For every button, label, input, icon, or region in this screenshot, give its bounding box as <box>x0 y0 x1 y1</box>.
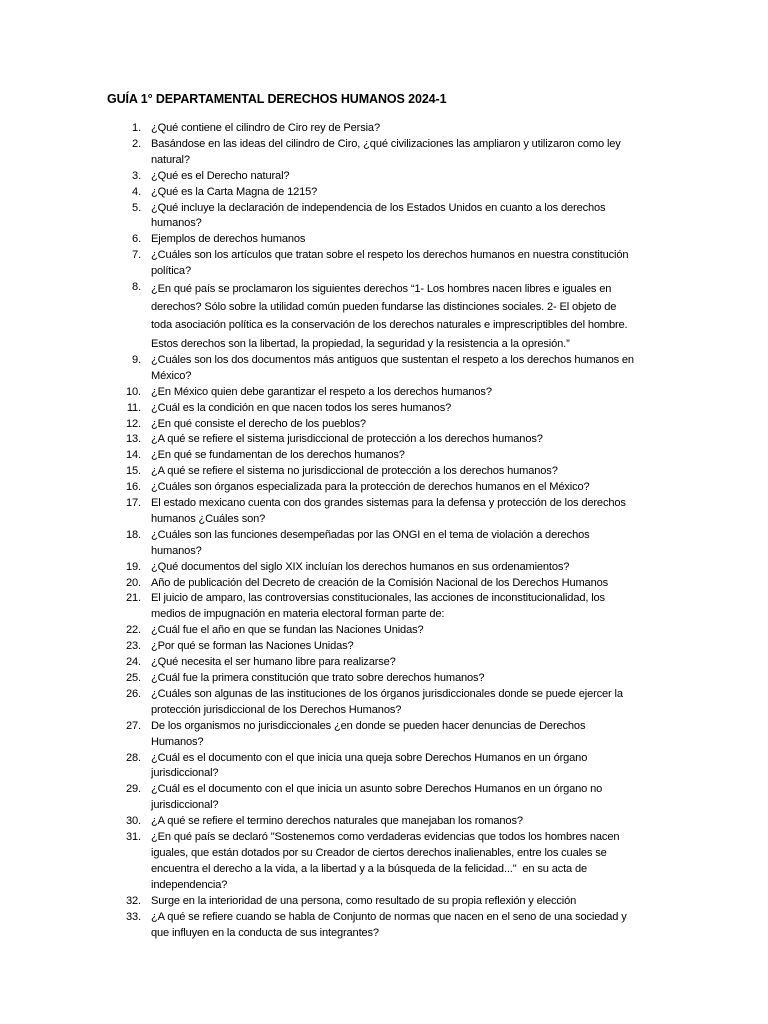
question-number: 22. <box>126 624 141 637</box>
question-text-line: ¿Cuáles son las funciones desempeñadas por las ONGI en el tema de violación a derechos <box>151 528 590 541</box>
question-text <box>151 248 667 280</box>
question-text-line: iguales, que están dotados por su Creador de ciertos derechos inalienables, entre los cuales se <box>151 846 607 859</box>
question-text <box>151 910 667 942</box>
question-number: 19. <box>126 560 141 573</box>
question-number: 5. <box>132 201 141 214</box>
question-text <box>151 137 667 169</box>
question-text-line: ¿En qué país se declaró "Sostenemos como verdaderas evidencias que todos los hombres nacen <box>151 831 620 844</box>
question-text-line: que influyen en la conducta de sus integrantes? <box>151 926 379 939</box>
question-text <box>151 385 667 401</box>
question-text <box>151 417 667 433</box>
question-number: 28. <box>126 751 141 764</box>
question-text-line: ¿Qué necesita el ser humano libre para realizarse? <box>151 656 396 669</box>
question-item <box>107 671 667 687</box>
question-item <box>107 280 667 353</box>
question-item <box>107 830 667 894</box>
question-text-line: ¿Cuáles son los artículos que tratan sobre el respeto los derechos humanos en nuestra constitución <box>151 249 629 262</box>
question-list <box>107 121 667 941</box>
question-text <box>151 480 667 496</box>
question-item <box>107 464 667 480</box>
question-text-line: ¿Cuáles son órganos especializada para la protección de derechos humanos en el México? <box>151 481 590 494</box>
question-text-line: jurisdiccional? <box>151 799 219 812</box>
question-item <box>107 655 667 671</box>
question-number: 14. <box>126 449 141 462</box>
question-item <box>107 910 667 942</box>
question-text-line: Basándose en las ideas del cilindro de Ciro, ¿qué civilizaciones las ampliaron y utilizaron como ley <box>151 137 621 150</box>
question-text-line: Año de publicación del Decreto de creación de la Comisión Nacional de los Derechos Humanos <box>151 576 609 589</box>
question-text-line: ¿Qué es la Carta Magna de 1215? <box>151 185 318 198</box>
question-number: 30. <box>126 815 141 828</box>
question-text-line: medios de impugnación en materia electoral forman parte de: <box>151 608 445 621</box>
question-number: 18. <box>126 528 141 541</box>
question-number: 27. <box>126 719 141 732</box>
document-title: GUÍA 1° DEPARTAMENTAL DERECHOS HUMANOS 2024-1 <box>107 92 447 106</box>
question-item <box>107 248 667 280</box>
question-text <box>151 591 667 623</box>
question-text-line: ¿Qué documentos del siglo XIX incluían los derechos humanos en sus ordenamientos? <box>151 560 570 573</box>
question-text-line: humanos? <box>151 217 202 230</box>
question-item <box>107 751 667 783</box>
question-text <box>151 201 667 233</box>
question-number: 11. <box>126 401 141 414</box>
question-text-line: ¿Qué incluye la declaración de independencia de los Estados Unidos en cuanto a los derechos <box>151 201 606 214</box>
question-number: 21. <box>126 592 141 605</box>
question-text <box>151 894 667 910</box>
question-number: 32. <box>126 894 141 907</box>
question-number: 4. <box>132 185 141 198</box>
question-text-line: ¿Cuál fue la primera constitución que trato sobre derechos humanos? <box>151 672 485 684</box>
question-number: 25. <box>126 672 141 684</box>
question-text-line: humanos? <box>151 544 202 557</box>
question-text-line: humanos ¿Cuáles son? <box>151 512 266 525</box>
question-text <box>151 448 667 464</box>
question-text-line: toda asociación política es la conservación de los derechos naturales e imprescriptibles del hombre. <box>151 319 628 332</box>
question-text <box>151 185 667 201</box>
question-number: 23. <box>126 640 141 653</box>
question-text-line: Estos derechos son la libertad, la propiedad, la seguridad y la resistencia a la opresión.” <box>151 337 570 350</box>
question-text-line: ¿A qué se refiere cuando se habla de Conjunto de normas que nacen en el seno de una sociedad y <box>151 910 627 923</box>
question-item <box>107 185 667 201</box>
question-text-line: ¿A qué se refiere el sistema jurisdiccional de protección a los derechos humanos? <box>151 433 543 446</box>
question-text <box>151 464 667 480</box>
question-number: 16. <box>126 481 141 494</box>
question-text-line: Ejemplos de derechos humanos <box>151 233 306 246</box>
question-text-line: Humanos? <box>151 735 204 748</box>
question-item <box>107 639 667 655</box>
question-text-line: protección jurisdiccional de los Derechos Humanos? <box>151 703 402 716</box>
question-number: 6. <box>132 233 141 246</box>
question-text <box>151 496 667 528</box>
question-item <box>107 201 667 233</box>
question-number: 2. <box>132 137 141 150</box>
question-text <box>151 576 667 592</box>
question-text <box>151 528 667 560</box>
question-text-line: ¿Cuál fue el año en que se fundan las Naciones Unidas? <box>151 624 424 637</box>
question-text-line: México? <box>151 369 192 382</box>
question-item <box>107 137 667 169</box>
question-item <box>107 814 667 830</box>
question-text-line: De los organismos no jurisdiccionales ¿en donde se pueden hacer denuncias de Derechos <box>151 719 586 732</box>
question-item <box>107 894 667 910</box>
question-number: 13. <box>126 433 141 446</box>
question-item <box>107 417 667 433</box>
question-text <box>151 830 667 894</box>
question-number: 20. <box>126 576 141 589</box>
question-text-line: derechos? Sólo sobre la utilidad común pueden fundarse las distinciones sociales. 2- El objeto de <box>151 301 617 314</box>
question-number: 17. <box>126 497 141 510</box>
question-text <box>151 432 667 448</box>
question-item <box>107 576 667 592</box>
question-text-line: ¿Cuáles son los dos documentos más antiguos que sustentan el respeto a los derechos humanos en <box>151 353 634 366</box>
question-text-line: El juicio de amparo, las controversias constitucionales, las acciones de inconstitucionalidad, los <box>151 592 605 605</box>
question-item <box>107 480 667 496</box>
question-text <box>151 623 667 639</box>
question-item <box>107 353 667 385</box>
question-text-line: ¿En qué consiste el derecho de los pueblos? <box>151 417 366 430</box>
question-item <box>107 232 667 248</box>
question-item <box>107 169 667 185</box>
question-number: 8. <box>132 281 141 294</box>
question-item <box>107 560 667 576</box>
question-item <box>107 623 667 639</box>
question-item <box>107 121 667 137</box>
question-text-line: ¿Qué es el Derecho natural? <box>151 169 290 182</box>
question-text <box>151 687 667 719</box>
question-text-line: Surge en la interioridad de una persona, como resultado de su propia reflexión y elección <box>151 894 577 907</box>
question-number: 7. <box>132 249 141 262</box>
question-text-line: política? <box>151 265 191 278</box>
question-text-line: ¿Cuál es el documento con el que inicia una queja sobre Derechos Humanos en un órgano <box>151 751 588 764</box>
question-text-line: independencia? <box>151 878 228 891</box>
question-text-line: ¿Cuál es la condición en que nacen todos los seres humanos? <box>151 401 452 414</box>
question-text <box>151 121 667 137</box>
question-item <box>107 782 667 814</box>
question-item <box>107 385 667 401</box>
question-text-line: ¿En México quien debe garantizar el respeto a los derechos humanos? <box>151 385 492 398</box>
question-item <box>107 432 667 448</box>
question-text <box>151 782 667 814</box>
question-number: 26. <box>126 687 141 700</box>
question-number: 15. <box>126 465 141 478</box>
question-text <box>151 280 667 353</box>
question-text <box>151 751 667 783</box>
question-item <box>107 591 667 623</box>
question-number: 24. <box>126 656 141 669</box>
question-text-line: ¿A qué se refiere el sistema no jurisdiccional de protección a los derechos humanos? <box>151 465 558 478</box>
question-text <box>151 671 667 687</box>
question-text-line: ¿Cuál es el documento con el que inicia un asunto sobre Derechos Humanos en un órgano no <box>151 783 603 796</box>
question-number: 12. <box>126 417 141 430</box>
question-text <box>151 639 667 655</box>
question-text <box>151 655 667 671</box>
question-item <box>107 496 667 528</box>
question-text <box>151 560 667 576</box>
question-text <box>151 814 667 830</box>
question-text-line: encuentra el derecho a la vida, a la libertad y a la búsqueda de la felicidad..." en su acta de <box>151 862 588 875</box>
question-text-line: ¿Por qué se forman las Naciones Unidas? <box>151 640 354 653</box>
question-item <box>107 719 667 751</box>
question-number: 1. <box>132 122 141 134</box>
question-text <box>151 719 667 751</box>
question-item <box>107 401 667 417</box>
question-text-line: jurisdiccional? <box>151 767 219 780</box>
question-text-line: El estado mexicano cuenta con dos grandes sistemas para la defensa y protección de los derechos <box>151 497 626 510</box>
question-text <box>151 169 667 185</box>
question-text-line: ¿Cuáles son algunas de las instituciones de los órganos jurisdiccionales donde se puede ejercer la <box>151 687 623 700</box>
question-number: 29. <box>126 783 141 796</box>
question-text-line: natural? <box>151 153 190 166</box>
question-number: 33. <box>126 910 141 923</box>
question-text <box>151 401 667 417</box>
question-number: 31. <box>126 831 141 844</box>
question-text <box>151 353 667 385</box>
question-item <box>107 528 667 560</box>
question-text <box>151 232 667 248</box>
question-number: 9. <box>132 353 141 366</box>
question-text-line: ¿En qué se fundamentan de los derechos humanos? <box>151 449 405 462</box>
question-text-line: ¿En qué país se proclamaron los siguientes derechos “1- Los hombres nacen libres e iguales en <box>151 283 612 296</box>
question-text-line: ¿Qué contiene el cilindro de Ciro rey de Persia? <box>151 122 380 134</box>
question-number: 10. <box>126 385 141 398</box>
question-text-line: ¿A qué se refiere el termino derechos naturales que manejaban los romanos? <box>151 815 523 828</box>
question-item <box>107 448 667 464</box>
question-item <box>107 687 667 719</box>
question-number: 3. <box>132 169 141 182</box>
